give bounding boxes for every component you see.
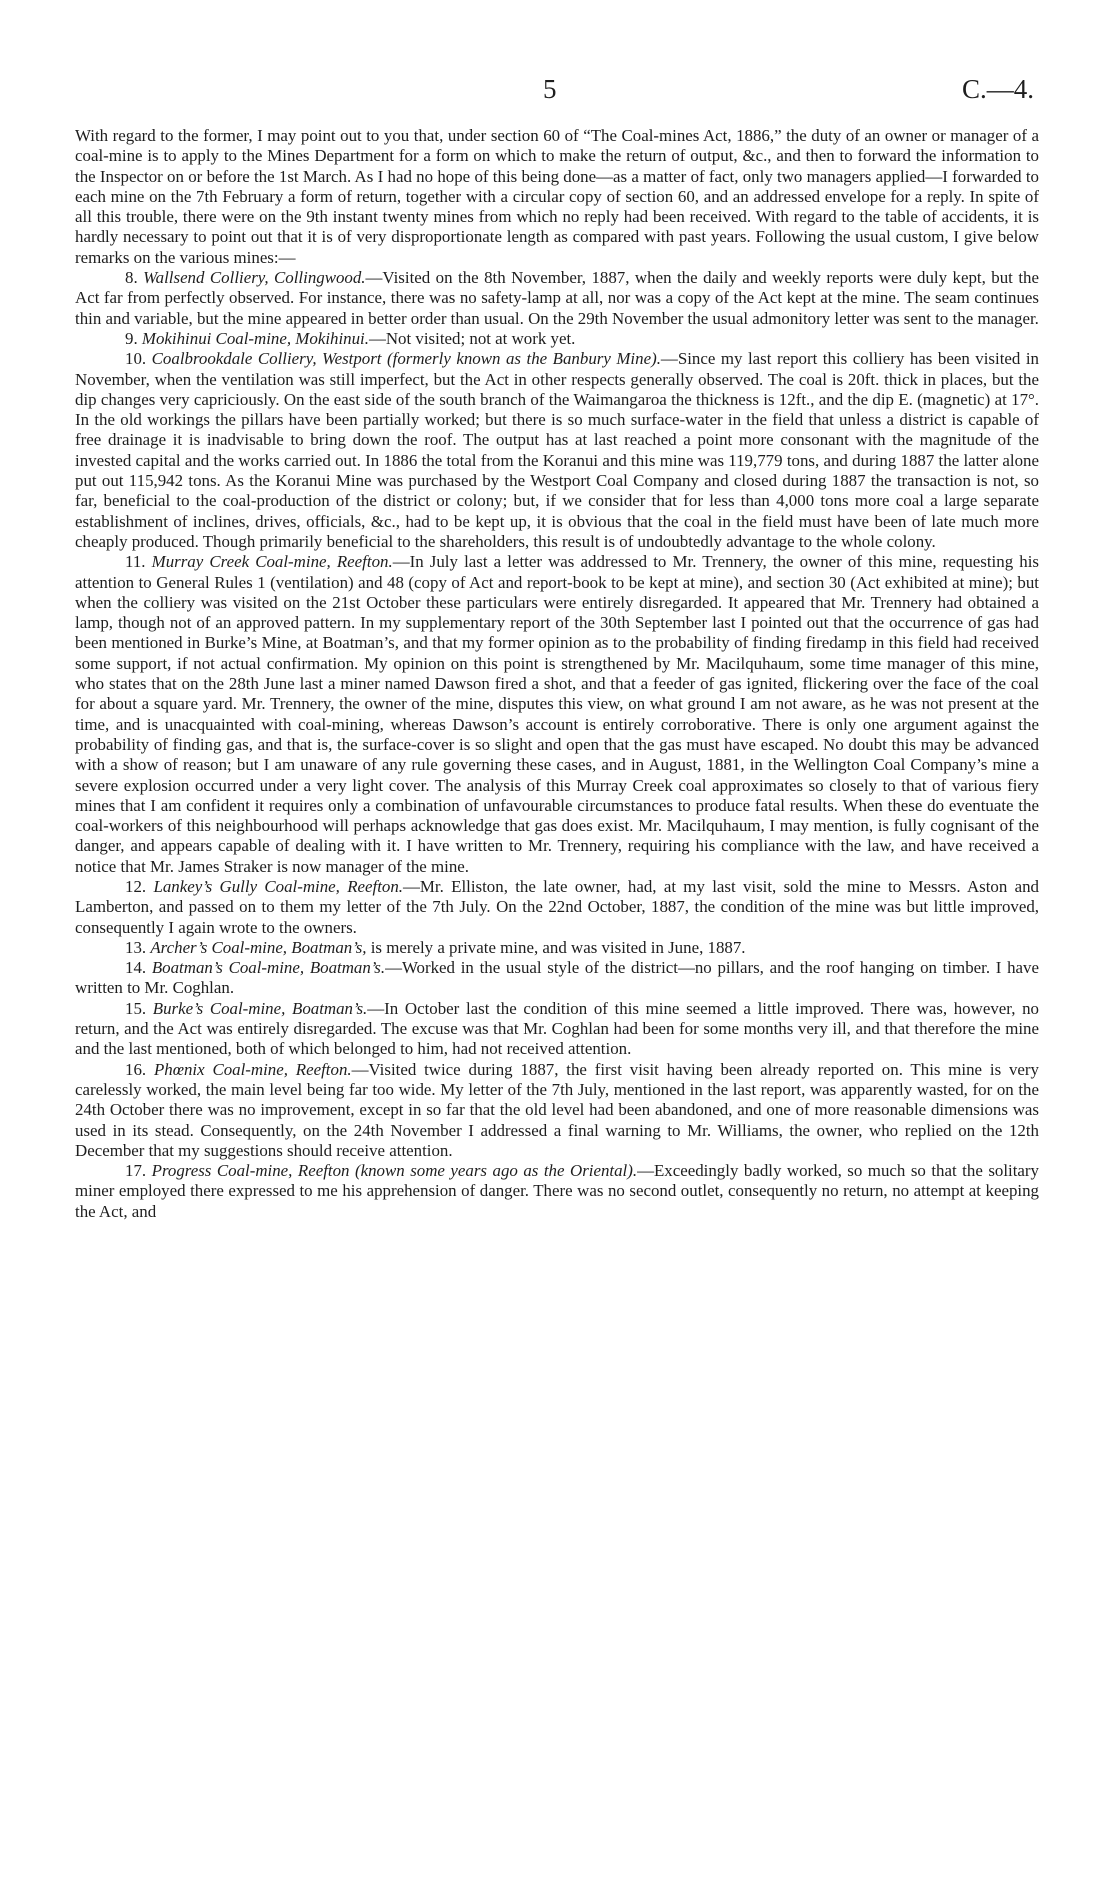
paragraph-number: 16.: [125, 1059, 147, 1079]
paragraph-12: [75, 877, 1039, 938]
paragraph-text: —Exceedingly badly worked, so much so that the solitary miner employed there expressed to me his apprehension of danger. There was no second outlet, consequently no return, no attempt at keeping the Act, and: [75, 1161, 1039, 1221]
mine-title: Mokihinui Coal-mine, Mokihinui.: [141, 328, 369, 348]
paragraph-text: —Not visited; not at work yet.: [368, 328, 576, 348]
paragraph-number: 8.: [125, 268, 138, 288]
mine-title: Phœnix Coal-mine, Reefton.: [153, 1059, 352, 1079]
mine-title: Wallsend Colliery, Collingwood.: [143, 268, 366, 288]
paragraph-8: [75, 268, 1039, 329]
paragraph-15: [75, 999, 1039, 1060]
document-body: [75, 126, 1039, 1222]
paragraph-number: 12.: [125, 876, 147, 896]
paragraph-10: [75, 349, 1039, 552]
paragraph-9: [75, 329, 1039, 349]
page-header: [0, 74, 1114, 110]
paragraph-number: 14.: [125, 958, 147, 978]
paragraph-14: [75, 958, 1039, 999]
paragraph-16: [75, 1060, 1039, 1161]
paragraph-text: —In July last a letter was addressed to Mr. Trennery, the owner of this mine, requesting his attention to General Rules 1 (ventilation) and 48 (copy of Act and report-book to be kept at mine), and section 30 (Act exhibited at mine); but when the colliery was visited on the 21st October these particulars were entirely disregarded. It appeared that Mr. Trennery had obtained a lamp, though not of an approved pattern. In my supplementary report of the 30th September last I pointed out that the occurrence of gas had been mentioned in Burke’s Mine, at Boatman’s, and that my former opinion as to the probability of finding firedamp in this field had received some support, if not actual confirmation. My opinion on this point is strengthened by Mr. Macilquhaum, some time manager of this mine, who states that on the 28th June last a miner named Dawson fired a shot, and that a feeder of gas ignited, flickering over the face of the coal for about a square yard. Mr. Trennery, the owner of the mine, disputes this view, on what ground I am not aware, as he was not present at the time, and is unacquainted with coal-mining, whereas Dawson’s account is entirely corroborative. There is only one argument against the probability of finding gas, and that is, the surface-cover is so slight and open that the gas must have escaped. No doubt this may be advanced with a show of reason; but I am unaware of any rule governing these cases, and in August, 1881, in the Wellington Coal Company’s mine a severe explosion occurred under a very light cover. The analysis of this Murray Creek coal approximates so closely to that of various fiery mines that I am confident it requires only a combination of unfavourable circumstances to produce fatal results. When these do eventuate the coal-workers of this neighbourhood will perhaps acknowledge that gas does exist. Mr. Macilquhaum, I may mention, is fully cognisant of the danger, and appears capable of dealing with it. I have written to Mr. Trennery, requiring his compliance with the law, and have received a notice that Mr. James Straker is now manager of the mine.: [75, 552, 1039, 876]
paragraph-number: 17.: [125, 1161, 147, 1181]
mine-title: Progress Coal-mine, Reefton (known some years ago as the Oriental).: [151, 1161, 638, 1181]
mine-title: Coalbrookdale Colliery, Westport (formerly known as the Banbury Mine).: [151, 349, 661, 369]
intro-paragraph: With regard to the former, I may point out to you that, under section 60 of “The Coal-mines Act, 1886,” the duty of an owner or manager of a coal-mine is to apply to the Mines Department for a form on which to make the return of output, &c., and then to forward the information to the Inspector on or before the 1st March. As I had no hope of this being done—as a matter of fact, only two managers applied—I forwarded to each mine on the 7th February a form of return, together with a circular copy of section 60, and an addressed envelope for a reply. In spite of all this trouble, there were on the 9th instant twenty mines from which no reply had been received. With regard to the table of accidents, it is hardly necessary to point out that it is of very disproportionate length as compared with past years. Following the usual custom, I give below remarks on the various mines:—: [75, 126, 1039, 267]
paragraph-text: is merely a private mine, and was visited in June, 1887.: [366, 937, 746, 957]
mine-title: Archer’s Coal-mine, Boatman’s,: [150, 937, 367, 957]
paragraph-text: —Worked in the usual style of the district—no pillars, and the roof hanging on timber. I have written to Mr. Coghlan.: [75, 958, 1039, 998]
paragraph-number: 15.: [125, 998, 147, 1018]
paragraph-number: 10.: [125, 349, 147, 369]
paragraph-13: [75, 938, 1039, 958]
paragraph-17: [75, 1161, 1039, 1222]
document-reference: C.—4.: [961, 74, 1034, 104]
paragraph-number: 11.: [125, 552, 146, 572]
paragraph-text: —Since my last report this colliery has been visited in November, when the ventilation was still imperfect, but the Act in other respects generally observed. The coal is 20ft. thick in places, but the dip changes very capriciously. On the east side of the south branch of the Waimangaroa the thickness is 12ft., and the dip E. (magnetic) at 17°. In the old workings the pillars have been partially worked; but there is so much surface-water in the field that unless a district is capable of free drainage it is inadvisable to bring down the roof. The output has at last reached a point more consonant with the magnitude of the invested capital and the works carried out. In 1886 the total from the Koranui and this mine was 119,779 tons, and during 1887 the latter alone put out 115,942 tons. As the Koranui Mine was purchased by the Westport Coal Company and closed during 1887 the transaction is not, so far, beneficial to the coal-production of the district or colony; but, if we consider that for less than 4,000 tons more coal a large separate establishment of inclines, drives, officials, &c., had to be kept up, it is obvious that the coal in the field must have been of late much more cheaply produced. Though primarily beneficial to the shareholders, this result is of undoubtedly advantage to the whole colony.: [75, 349, 1039, 551]
paragraph-number: 9.: [125, 328, 138, 348]
paragraph-text: —In October last the condition of this mine seemed a little improved. There was, however, no return, and the Act was entirely disregarded. The excuse was that Mr. Coghlan had been for some months very ill, and that therefore the mine and the last mentioned, both of which belonged to him, had not received attention.: [75, 998, 1039, 1059]
paragraph-text: —Mr. Elliston, the late owner, had, at my last visit, sold the mine to Messrs. Aston and Lamberton, and passed on to them my letter of the 7th July. On the 22nd October, 1887, the condition of the mine was but little improved, consequently I again wrote to the owners.: [75, 876, 1039, 937]
mine-title: Lankey’s Gully Coal-mine, Reefton.: [153, 876, 404, 896]
paragraph-text: —Visited twice during 1887, the first visit having been already reported on. This mine is very carelessly worked, the main level being far too wide. My letter of the 7th July, mentioned in the last report, was apparently wasted, for on the 24th October there was no improvement, except in so far that the old level had been abandoned, and one of more reasonable dimensions was used in its stead. Consequently, on the 24th November I addressed a final warning to Mr. Williams, the owner, who replied on the 12th December that my suggestions should receive attention.: [75, 1059, 1039, 1160]
mine-title: Burke’s Coal-mine, Boatman’s.: [152, 998, 368, 1018]
paragraph-11: [75, 552, 1039, 877]
mine-title: Murray Creek Coal-mine, Reefton.: [151, 552, 393, 572]
page-number: 5: [543, 74, 557, 104]
mine-title: Boatman’s Coal-mine, Boatman’s.: [151, 958, 386, 978]
paragraph-number: 13.: [125, 937, 147, 957]
paragraph-text: —Visited on the 8th November, 1887, when the daily and weekly reports were duly kept, but the Act far from perfectly observed. For instance, there was no safety-lamp at all, nor was a copy of the Act kept at the mine. The seam continues thin and variable, but the mine appeared in better order than usual. On the 29th November the usual admonitory letter was sent to the manager.: [75, 268, 1039, 328]
